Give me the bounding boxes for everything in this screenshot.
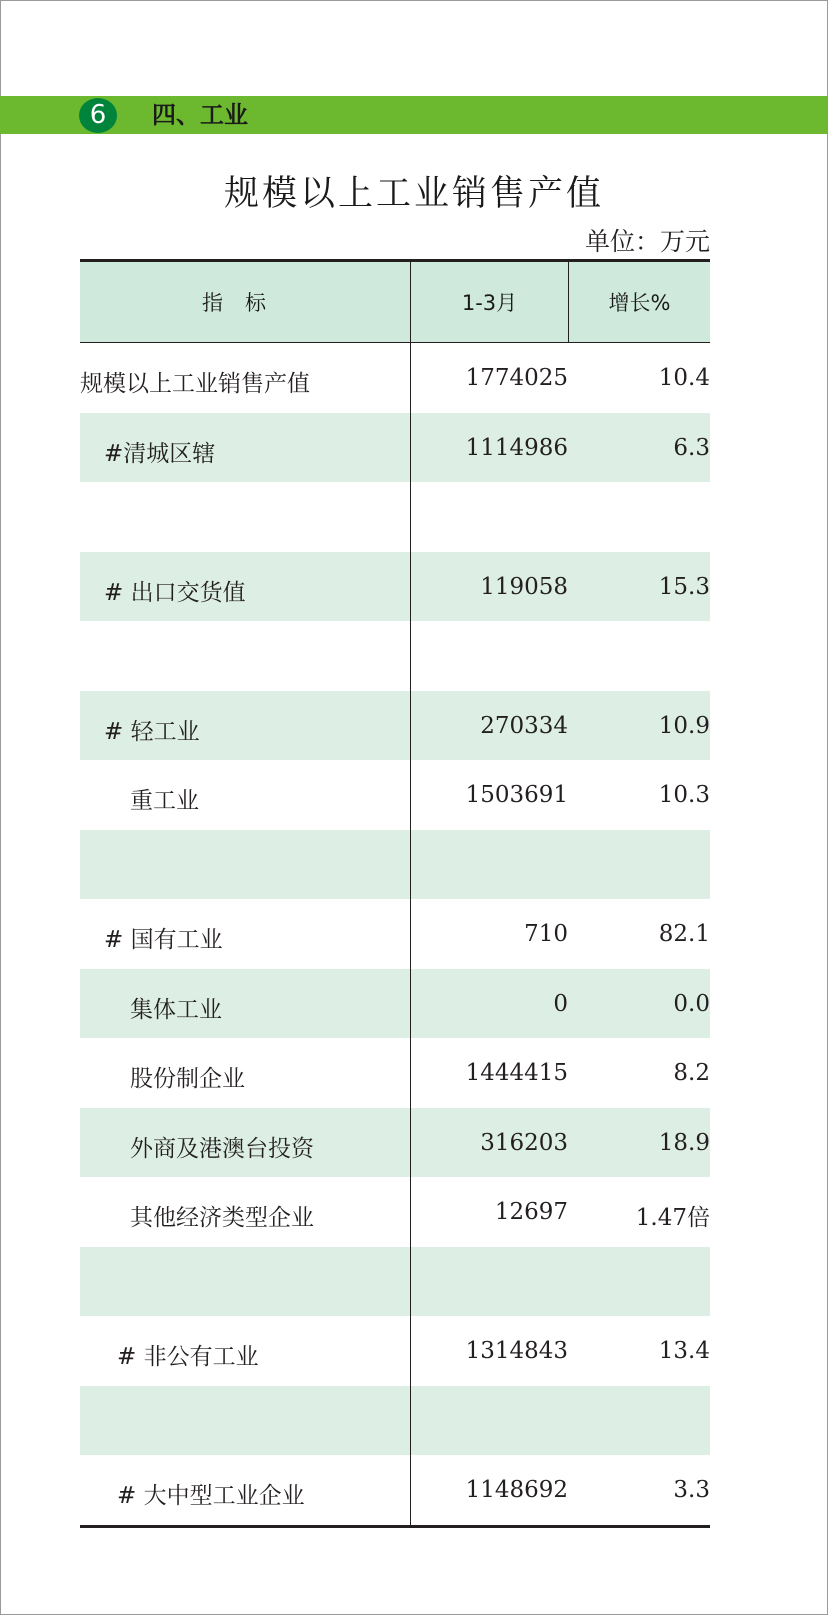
row-indicator: [80, 1386, 410, 1456]
table-row: [80, 760, 710, 830]
row-value: [410, 1386, 568, 1456]
row-value: 1503691: [465, 782, 568, 808]
row-indicator-label: 其他经济类型企业: [130, 1205, 314, 1232]
row-indicator: [80, 830, 410, 900]
row-growth: [568, 1247, 710, 1317]
row-indicator: [80, 413, 410, 483]
row-indicator: [80, 969, 410, 1039]
row-growth: 0.0: [673, 990, 710, 1017]
table-row: [80, 343, 710, 413]
row-value: [410, 830, 568, 900]
row-indicator-label: # 国有工业: [104, 927, 223, 954]
data-table: [80, 259, 710, 1528]
table-row: [80, 482, 710, 552]
row-growth: 13.4: [658, 1338, 710, 1364]
row-growth: 6.3: [673, 434, 710, 461]
column-header-indicator: 指标: [202, 291, 288, 315]
row-indicator: [80, 899, 410, 969]
table-row: [80, 691, 710, 761]
row-indicator: [80, 1038, 410, 1108]
row-indicator: [80, 1316, 410, 1386]
table-body: [80, 343, 710, 1528]
table-row: [80, 552, 710, 622]
row-value: 119058: [480, 573, 568, 600]
row-value: 0: [553, 990, 568, 1017]
row-value: 12697: [494, 1199, 568, 1225]
row-value: [410, 1247, 568, 1317]
row-value: 1148692: [465, 1477, 568, 1503]
row-growth: [568, 830, 710, 900]
table-row: [80, 413, 710, 483]
row-indicator-label: 规模以上工业销售产值: [80, 371, 310, 398]
row-growth: 82.1: [658, 921, 710, 947]
row-indicator-label: 重工业: [130, 788, 199, 815]
table-row: [80, 1455, 710, 1525]
table-row: [80, 899, 710, 969]
row-value: 1444415: [465, 1060, 568, 1086]
row-indicator-label: # 非公有工业: [117, 1344, 259, 1371]
row-growth: 3.3: [673, 1477, 710, 1503]
row-growth: 10.4: [658, 365, 710, 391]
row-indicator-label: # 出口交货值: [104, 579, 246, 606]
row-value: 710: [524, 921, 568, 947]
row-indicator: [80, 482, 410, 552]
row-growth: 15.3: [658, 573, 710, 600]
table-title: 规模以上工业销售产值: [223, 174, 604, 214]
row-indicator: [80, 1247, 410, 1317]
row-growth: [568, 1386, 710, 1456]
page-number-badge: 6: [79, 98, 117, 133]
row-value: [410, 621, 568, 691]
row-indicator-label: # 轻工业: [104, 718, 200, 745]
row-growth: [568, 482, 710, 552]
table-row: [80, 1386, 710, 1456]
table-row: [80, 830, 710, 900]
table-row: [80, 621, 710, 691]
row-indicator-label: 集体工业: [130, 996, 222, 1023]
row-growth: 8.2: [673, 1060, 710, 1086]
row-indicator-label: # 大中型工业企业: [117, 1483, 305, 1510]
row-indicator-label: #清城区辖: [104, 440, 216, 467]
row-indicator: [80, 343, 410, 413]
row-value: 1114986: [465, 434, 568, 461]
column-header-growth: 增长%: [608, 291, 671, 315]
row-indicator: [80, 1108, 410, 1178]
row-value: 1774025: [465, 365, 568, 391]
section-title: 四、工业: [152, 101, 248, 129]
row-indicator: [80, 760, 410, 830]
row-indicator-label: 外商及港澳台投资: [130, 1135, 314, 1162]
row-growth: 18.9: [658, 1129, 710, 1156]
row-value: 1314843: [465, 1338, 568, 1364]
table-row: [80, 1316, 710, 1386]
column-header-period: 1-3月: [410, 262, 569, 342]
row-growth: [568, 621, 710, 691]
unit-label: 单位：万元: [584, 227, 710, 256]
row-growth: 10.3: [658, 782, 710, 808]
section-bar: [0, 96, 828, 134]
row-indicator-label: 股份制企业: [130, 1066, 245, 1093]
row-indicator: [80, 552, 410, 622]
row-indicator: [80, 621, 410, 691]
row-indicator: [80, 1177, 410, 1247]
column-divider: [410, 343, 411, 1525]
table-row: [80, 969, 710, 1039]
table-header: [80, 259, 710, 343]
row-indicator: [80, 691, 410, 761]
row-value: [410, 482, 568, 552]
row-value: 270334: [480, 712, 568, 739]
table-row: [80, 1108, 710, 1178]
row-indicator: [80, 1455, 410, 1525]
table-row: [80, 1038, 710, 1108]
row-growth: 1.47倍: [635, 1205, 710, 1231]
table-row: [80, 1247, 710, 1317]
table-row: [80, 1177, 710, 1247]
row-value: 316203: [480, 1129, 568, 1156]
row-growth: 10.9: [658, 712, 710, 739]
